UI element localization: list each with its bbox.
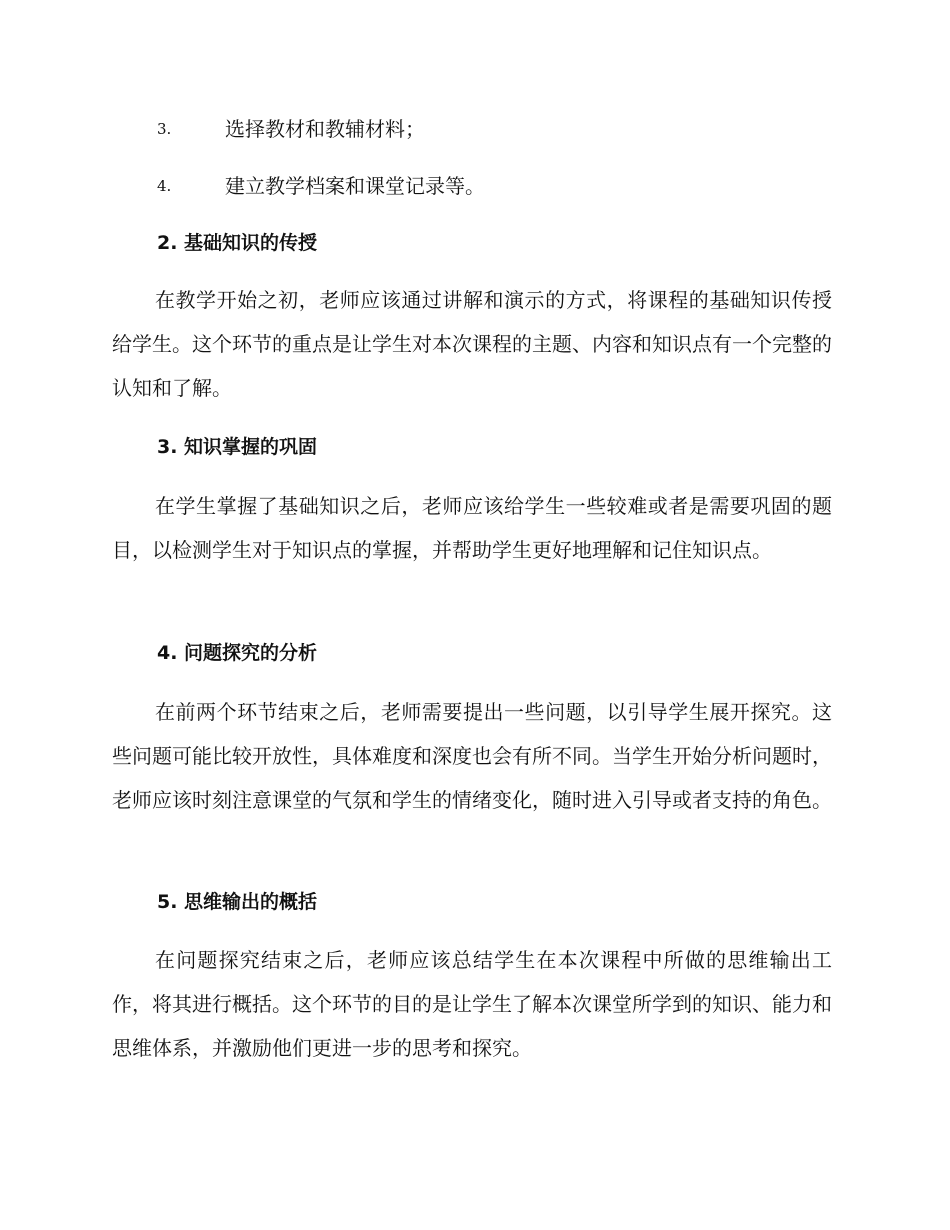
section-paragraph: 在前两个环节结束之后，老师需要提出一些问题，以引导学生展开探究。这些问题可能比较开放性，具体难度和深度也会有所不同。当学生开始分析问题时，老师应该时刻注意课堂的气氛和学生的情绪变化，随时进入引导或者支持的角色。 <box>112 700 832 812</box>
section-heading: 5. 思维输出的概括 <box>157 891 318 913</box>
section-heading: 4. 问题探究的分析 <box>157 642 318 664</box>
list-number: 3. <box>157 120 172 138</box>
section-paragraph: 在教学开始之初，老师应该通过讲解和演示的方式，将课程的基础知识传授给学生。这个环节的重点是让学生对本次课程的主题、内容和知识点有一个完整的认知和了解。 <box>112 288 832 400</box>
list-number: 4. <box>157 177 172 195</box>
section-heading: 3. 知识掌握的巩固 <box>157 436 318 458</box>
list-text: 选择教材和教辅材料； <box>225 117 425 141</box>
section-paragraph: 在问题探究结束之后，老师应该总结学生在本次课程中所做的思维输出工作，将其进行概括。这个环节的目的是让学生了解本次课堂所学到的知识、能力和思维体系，并激励他们更进一步的思考和探究。 <box>112 948 832 1060</box>
list-text: 建立教学档案和课堂记录等。 <box>225 174 485 198</box>
section-paragraph: 在学生掌握了基础知识之后，老师应该给学生一些较难或者是需要巩固的题目，以检测学生对于知识点的掌握，并帮助学生更好地理解和记住知识点。 <box>112 494 832 562</box>
section-heading: 2. 基础知识的传授 <box>157 232 318 254</box>
